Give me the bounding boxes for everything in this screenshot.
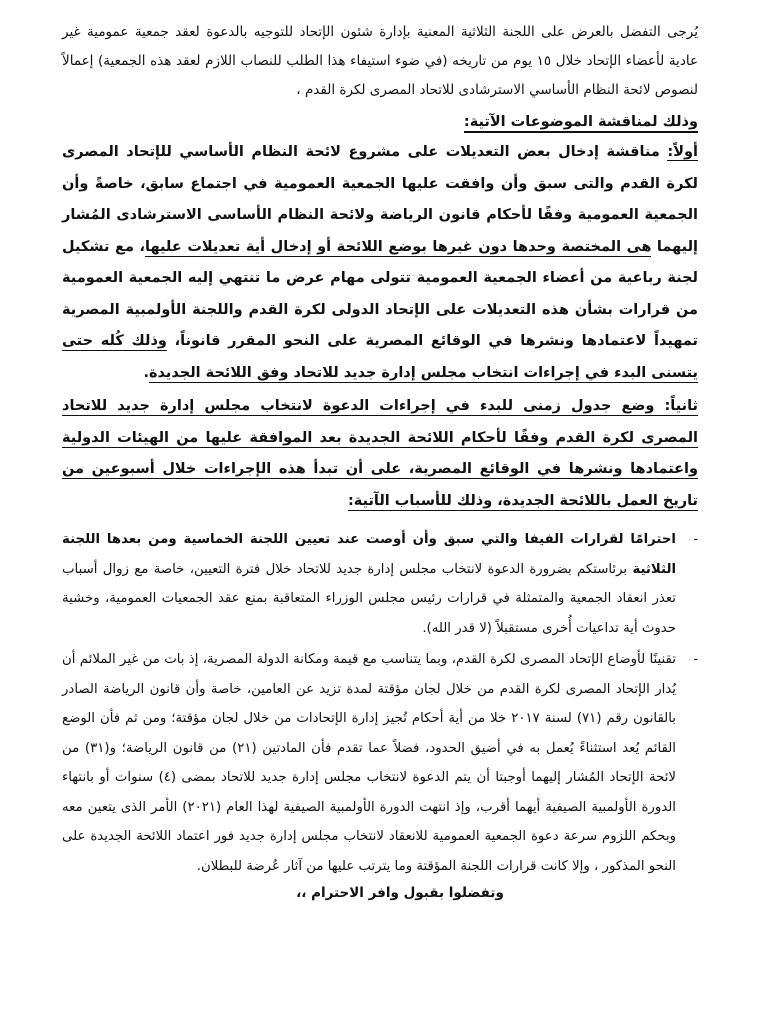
letter-page — [62, 18, 698, 905]
reason-1-text: برئاستكم بضرورة الدعوة لانتخاب مجلس إدارة جديد للاتحاد خلال فترة التعيين، خاصة مع زوال أسباب تعذر انعقاد الجمعية والمتمثلة في قرارات رئيس مجلس الوزراء المتعاقبة بمنع عقد الجمعيات العمومية، وخشية حدوث أية تداعيات أُخرى مستقبلاً (لا قدر الله). — [62, 561, 676, 636]
bullet-dash: - — [693, 652, 698, 667]
first-item-underlined-1: هى المختصة وحدها دون غيرها بوضع اللائحة أو إدخال أية تعديلات عليها — [145, 238, 652, 255]
bullet-dash: - — [693, 532, 698, 547]
second-item-text: وضع جدول زمنى للبدء في إجراءات الدعوة لانتخاب مجلس إدارة جديد للاتحاد المصرى لكرة القدم وفقًا لأحكام اللائحة الجديدة بعد الموافقة عليها من الهيئات الدولية واعتمادها ونشرها في الوقائع المصرية، على أن تبدأ هذه الإجراءات خلال أسبوعين من تاريخ العمل باللائحة الجديدة، وذلك للأسباب الآتية: — [62, 398, 698, 509]
reason-2-text: تقنينًا لأوضاع الإتحاد المصرى لكرة القدم، وبما يتناسب مع قيمة ومكانة الدولة المصرية، إذ بات من غير الملائم أن يُدار الإتحاد المصرى لكرة القدم من خلال لجان مؤقتة لمدة تزيد عن العامين، خاصة وأن قانون الرياضة الصادر بالقانون رقم (٧١) لسنة ٢٠١٧ خلا من أية أحكام تُجيز إدارة الإتحادات من خلال لجان مؤقتة؛ ومن ثم فأن الوضع القائم يُعد استثناءً يُعمل به في أضيق الحدود، فضلاً عما تقدم فأن المادتين (٢١) من قانون الرياضة؛ و(٣١) من لائحة الإتحاد المُشار إليهما أوجبتا أن يتم الدعوة لانتخاب مجلس إدارة جديد للاتحاد بمضى (٤) سنوات أو بانتهاء الدورة الأولمبية الصيفية أيهما أقرب، وإذ انتهت الدورة الأولمبية الصيفية لهذا العام (٢٠٢١) الأمر الذى يتعين معه وبحكم اللزوم سرعة دعوة الجمعية العمومية للانعقاد لانتخاب مجلس إدارة جديد فور اعتماد اللائحة الجديدة على النحو المذكور ، وإلا كانت قرارات اللجنة المؤقتة وما يترتب عليها من آثار عُرضة للبطلان. — [62, 652, 676, 874]
first-item-text-b: ، مع تشكيل لجنة رباعية من أعضاء الجمعية العمومية تتولى مهام عرض ما تنتهي إليه الجمعية العمومية من قرارات بشأن هذه التعديلات على الإتحاد الدولى لكرة القدم واللجنة الأولمبية المصرية تمهيداً لاعتمادها ونشرها في الوقائع المصرية على النحو المقرر قانوناً، — [62, 238, 699, 349]
closing-salutation: وتفضلوا بقبول وافر الاحترام ،، — [296, 885, 504, 901]
reason-item-2 — [62, 645, 698, 881]
first-item — [62, 137, 698, 389]
first-item-label: أولاً: — [667, 144, 698, 160]
first-item-underlined-2: وذلك كُله حتى يتسنى البدء في إجراءات انتخاب مجلس إدارة جديد للاتحاد وفق اللائحة الجديدة — [62, 333, 698, 381]
second-item-label: ثانياً: — [664, 398, 698, 414]
first-item-text-a: مناقشة إدخال بعض التعديلات على مشروع لائحة النظام الأساسي للإتحاد المصرى لكرة القدم والتى سبق وأن وافقت عليها الجمعية العمومية في اجتماع سابق، خاصةً وأن الجمعية العمومية وفقًا لأحكام قانون الرياضة ولائحة النظام الأساسى الاسترشادى المُشار إليهما — [62, 144, 699, 255]
reason-item-1 — [62, 525, 698, 643]
second-item — [62, 391, 698, 517]
reason-1-lead: احترامًا لقرارات الفيفا والتي سبق وأن أوصت عند تعيين اللجنة الخماسية ومن بعدها اللجنة الثلاثية — [62, 532, 676, 577]
topics-heading — [62, 107, 698, 137]
reasons-list — [62, 525, 698, 881]
intro-paragraph: يُرجى التفضل بالعرض على اللجنة الثلاثية المعنية بإدارة شئون الإتحاد للتوجيه بالدعوة لعقد جمعية عمومية غير عادية لأعضاء الإتحاد خلال ١٥ يوم من تاريخه (في ضوء استيفاء هذا الطلب للنصاب اللازم لعقد هذه الجمعية) إعمالاً لنصوص لائحة النظام الأساسي الاسترشادى للاتحاد المصرى لكرة القدم ، — [62, 24, 698, 98]
first-item-text-c: . — [143, 364, 149, 381]
topics-heading-text: وذلك لمناقشة الموضوعات الآتية: — [464, 114, 698, 133]
